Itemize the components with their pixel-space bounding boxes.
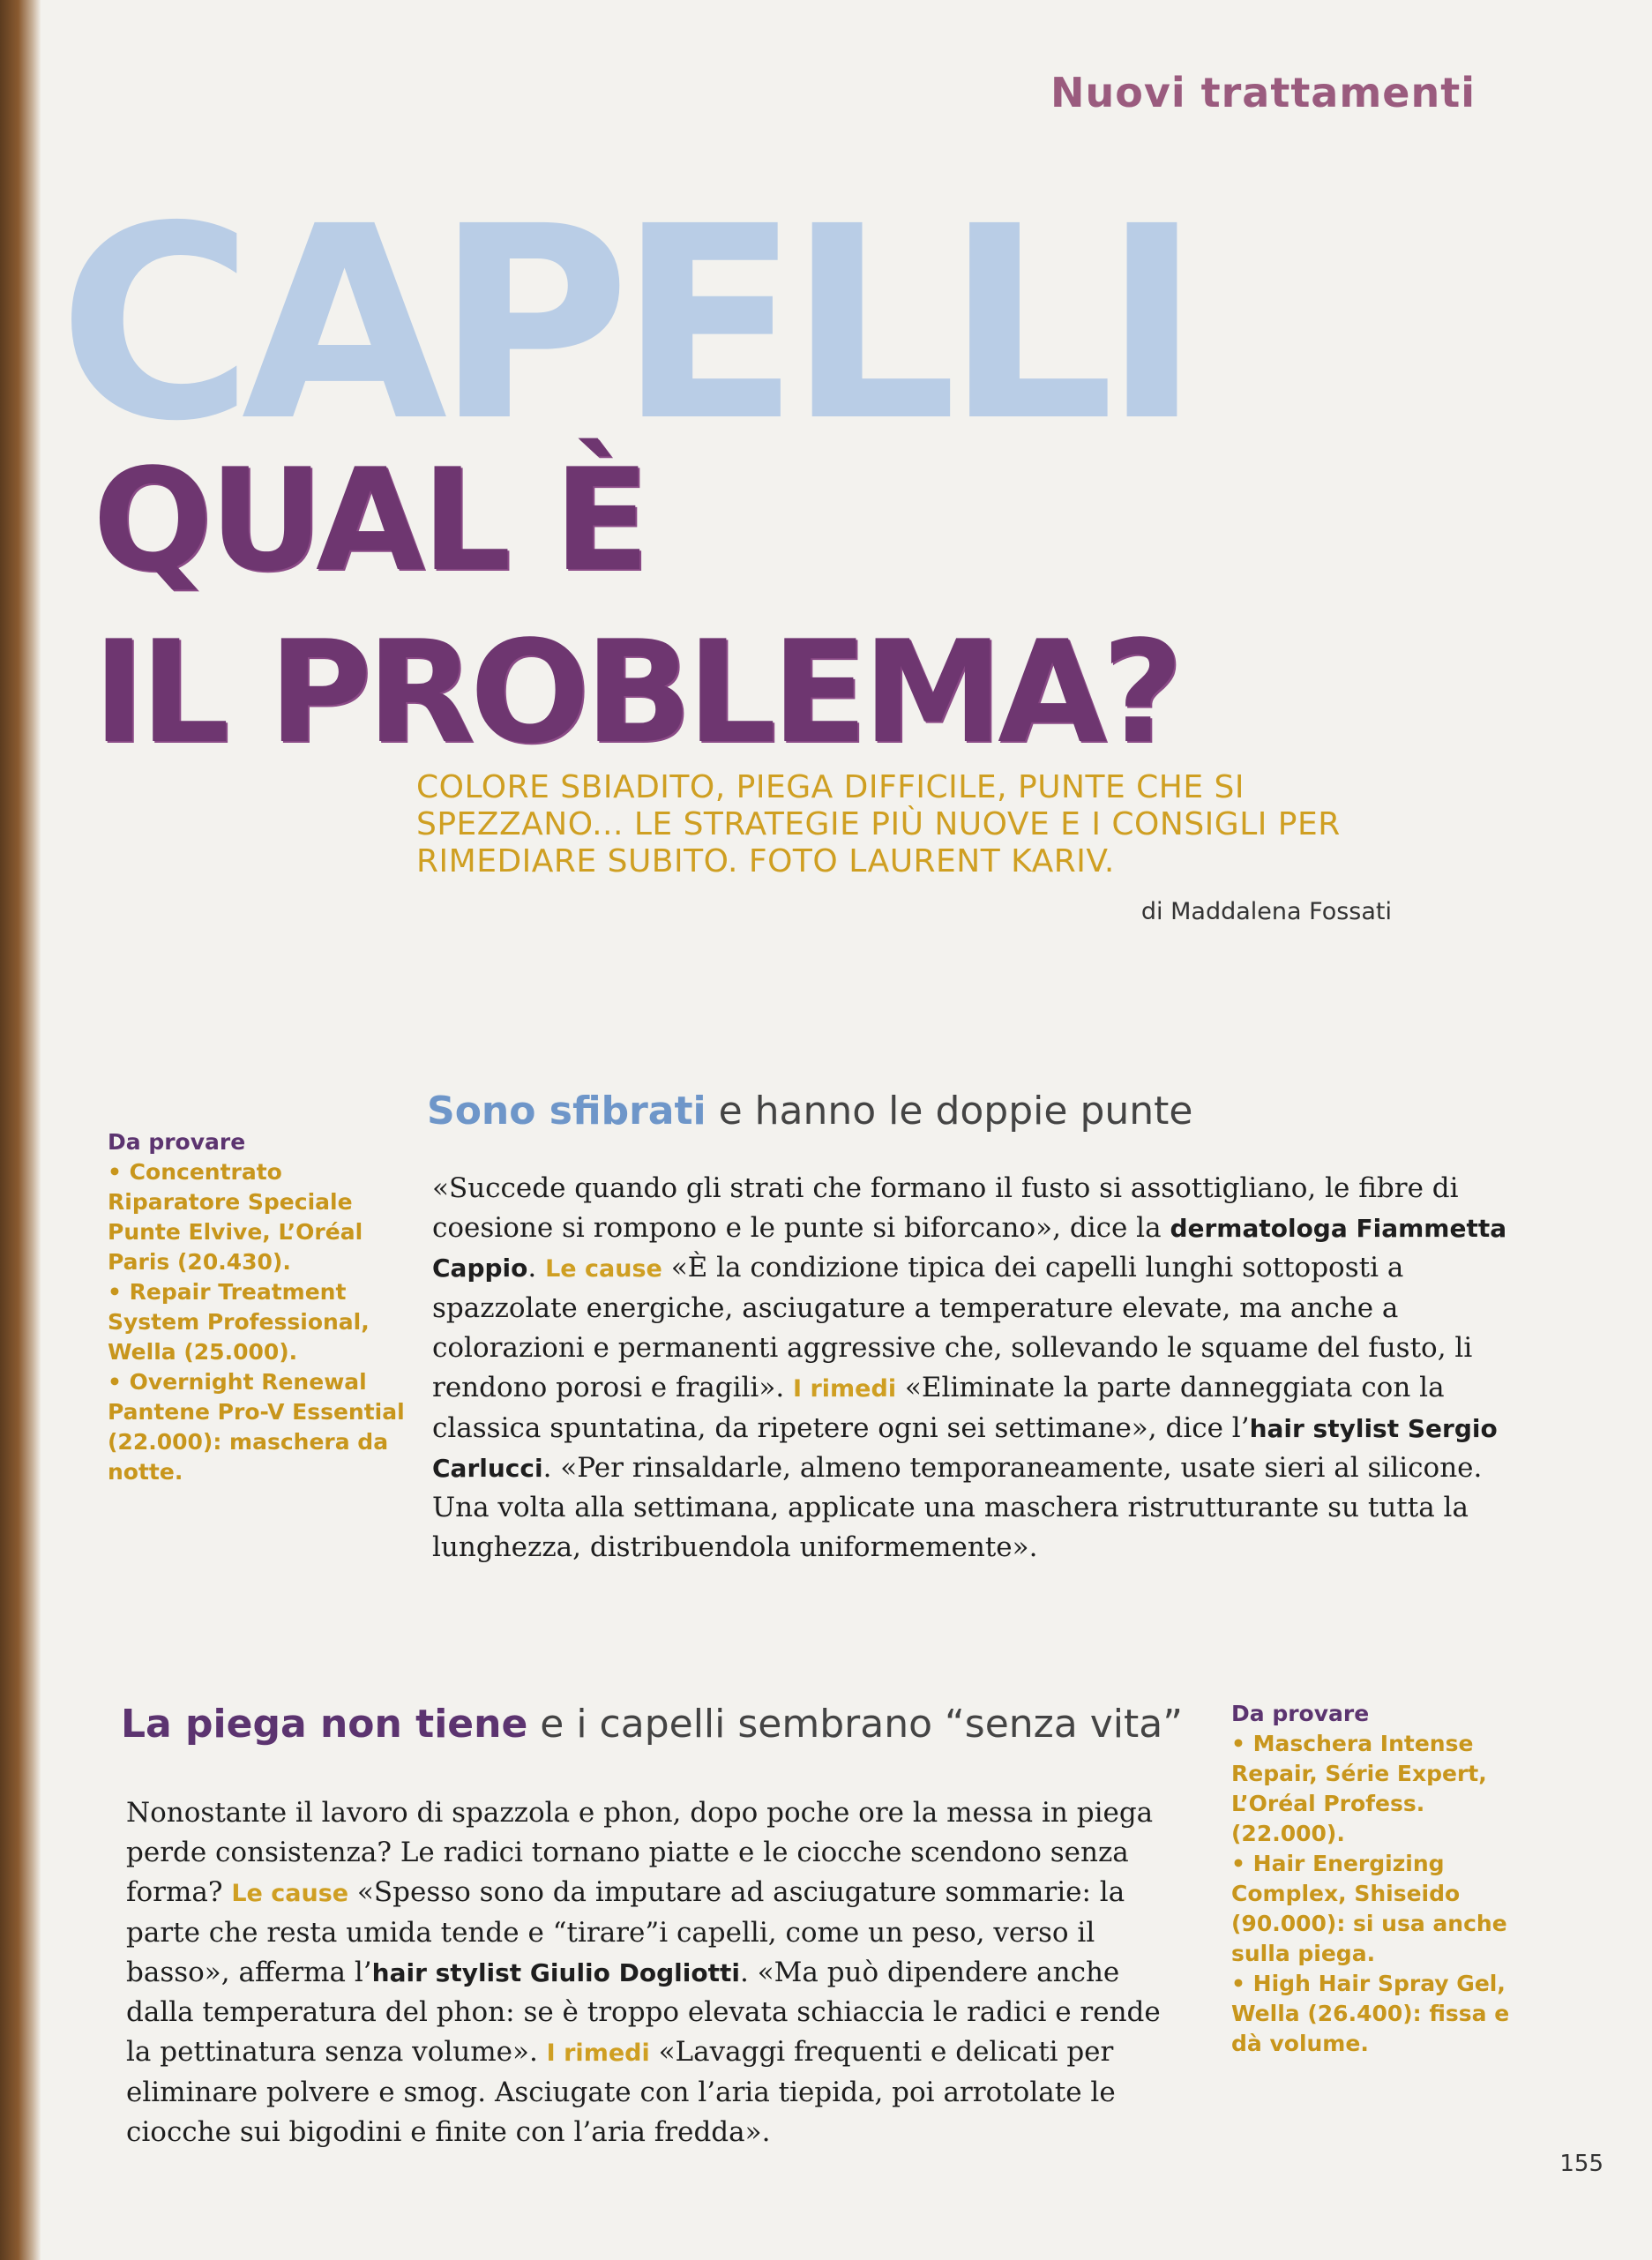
section2-body — [126, 1793, 1185, 2152]
sidebar-item: • Maschera Intense Repair, Série Expert, L’Oréal Profess. (22.000). — [1231, 1731, 1487, 1846]
sidebar-da-provare-2 — [1231, 1699, 1540, 2059]
remedy-text: «Eliminate la parte danneggiata con la classica spuntatina, da ripetere ogni sei settimane», dice l’ — [432, 1372, 1445, 1444]
sidebar-item: • Repair Treatment System Professional, Wella (25.000). — [108, 1279, 370, 1365]
section2-heading-light: e i capelli sembrano “senza vita” — [527, 1702, 1183, 1747]
sidebar-item: • Overnight Renewal Pantene Pro-V Essential (22.000): maschera da notte. — [108, 1369, 405, 1485]
text: . — [527, 1252, 537, 1283]
section1-heading — [427, 1089, 1193, 1134]
text: «Succede quando gli strati che formano il fusto si assottigliano, le fibre di coesione si rompono e le punte si biforcano», dice la — [432, 1172, 1459, 1244]
title-line-qual-e: QUAL È — [93, 438, 647, 602]
cause-label: Le cause — [231, 1880, 349, 1907]
sidebar-da-provare-1 — [108, 1127, 416, 1487]
cause-label: Le cause — [545, 1255, 662, 1283]
expert-name: dermatologa Fiammetta Cappio — [432, 1214, 1507, 1283]
byline: di Maddalena Fossati — [1140, 898, 1392, 925]
remedy-text: «Lavaggi frequenti e delicati per eliminare polvere e smog. Asciugate con l’aria tiepida, poi arrotolate le ciocche sui bigodini e finite con l’aria fredda». — [126, 2036, 1116, 2148]
section2-heading — [121, 1702, 1183, 1747]
article-lead: COLORE SBIADITO, PIEGA DIFFICILE, PUNTE CHE SI SPEZZANO... LE STRATEGIE PIÙ NUOVE E I CONSIGLI PER RIMEDIARE SUBITO. FOTO LAURENT KARIV. — [416, 769, 1341, 879]
section2-heading-bold: La piega non tiene — [121, 1702, 528, 1747]
section1-heading-bold: Sono sfibrati — [427, 1089, 706, 1134]
title-capelli: CAPELLI — [58, 170, 1190, 480]
cause-text-end: . «Ma può dipendere anche dalla temperatura del phon: se è troppo elevata schiaccia le radici e rende la pettinatura senza volume». — [126, 1957, 1161, 2068]
title-line-il-problema: IL PROBLEMA? — [93, 610, 1178, 775]
page-spine-shadow — [0, 0, 41, 2260]
section1-body — [432, 1169, 1517, 1568]
sidebar-item: • Hair Energizing Complex, Shiseido (90.000): si usa anche sulla piega. — [1231, 1851, 1507, 1966]
page-number: 155 — [1559, 2151, 1603, 2177]
cause-text: «Spesso sono da imputare ad asciugature sommarie: la parte che resta umida tende e “tirare”i capelli, come un peso, verso il basso», afferma l’ — [126, 1876, 1125, 1988]
expert-name: hair stylist Sergio Carlucci — [432, 1414, 1498, 1483]
text: Nonostante il lavoro di spazzola e phon, dopo poche ore la messa in piega perde consistenza? Le radici tornano piatte e le ciocche scendono senza forma? — [126, 1797, 1154, 1908]
section1-heading-light: e hanno le doppie punte — [706, 1089, 1193, 1134]
cause-text: «È la condizione tipica dei capelli lunghi sottoposti a spazzolate energiche, asciugature a temperature elevate, ma anche a colorazioni e permanenti aggressive che, sollevando le squame del fusto, li rendono porosi e fragili». — [432, 1252, 1473, 1403]
section-kicker: Nuovi trattamenti — [1050, 69, 1476, 116]
sidebar-item: • High Hair Spray Gel, Wella (26.400): fissa e dà volume. — [1231, 1971, 1510, 2056]
sidebar-item: • Concentrato Riparatore Speciale Punte Elvive, L’Oréal Paris (20.430). — [108, 1159, 363, 1275]
remedy-text-end: . «Per rinsaldarle, almeno temporaneamente, usate sieri al silicone. Una volta alla settimana, applicate una maschera ristrutturante su tutta la lunghezza, distribuendola uniformemente». — [432, 1452, 1483, 1563]
section2-intro — [126, 1793, 1185, 2152]
section1-intro — [432, 1169, 1517, 1568]
remedy-label: I rimedi — [546, 2039, 650, 2067]
remedy-label: I rimedi — [793, 1375, 897, 1403]
sidebar-title: Da provare — [1231, 1701, 1370, 1726]
sidebar-title: Da provare — [108, 1129, 246, 1155]
expert-name: hair stylist Giulio Dogliotti — [371, 1958, 740, 1987]
